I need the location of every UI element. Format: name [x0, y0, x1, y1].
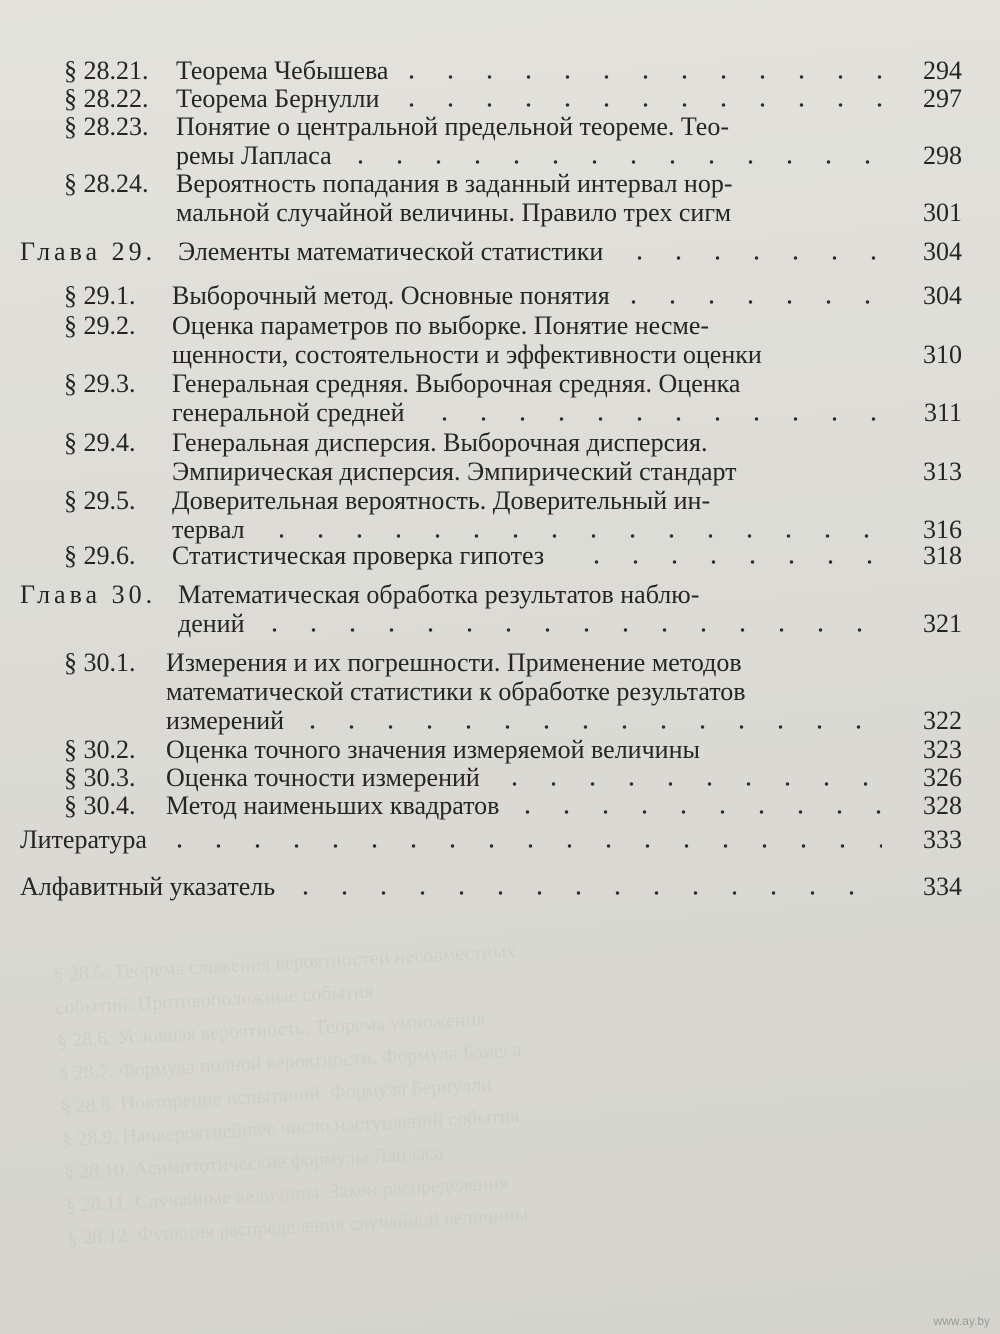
- entry-title-line: щенности, состоятельности и эффективности оценки: [172, 340, 762, 369]
- page-number: 328: [923, 791, 962, 820]
- entry-title-line: Доверительная вероятность. Доверительный ин-: [172, 486, 711, 515]
- leader-dots: [495, 782, 882, 786]
- leader-dots: [425, 417, 882, 421]
- entry-title-line: Литература: [20, 825, 147, 854]
- leader-dots: [620, 256, 882, 260]
- page-number: 311: [923, 398, 962, 427]
- entry-title-line: Понятие о центральной предельной теореме. Тео-: [176, 112, 730, 141]
- entry-title-line: Генеральная дисперсия. Выборочная дисперсия.: [172, 428, 708, 457]
- page-number: 301: [923, 198, 962, 227]
- entry-title-line: Измерения и их погрешности. Применение методов: [166, 648, 742, 677]
- section-number: § 30.1.: [64, 648, 136, 677]
- leader-dots: [392, 75, 882, 79]
- entry-title-line: ремы Лапласа: [176, 141, 332, 170]
- entry-title-line: Теорема Чебышева: [176, 56, 389, 85]
- entry-title-line: Статистическая проверка гипотез: [172, 541, 545, 570]
- entry-title-line: тервал: [172, 515, 245, 544]
- page-number: 322: [923, 706, 962, 735]
- leader-dots: [341, 160, 882, 164]
- section-number: § 28.23.: [64, 112, 149, 141]
- entry-title-line: Вероятность попадания в заданный интервал нор-: [176, 169, 733, 198]
- section-number: § 28.22.: [64, 84, 149, 113]
- entry-title-line: Элементы математической статистики: [178, 237, 604, 266]
- section-number: § 29.3.: [64, 369, 136, 398]
- section-number: § 29.6.: [64, 541, 136, 570]
- page-number: 316: [923, 515, 962, 544]
- page-number: 313: [923, 457, 962, 486]
- leader-dots: [286, 891, 882, 895]
- entry-title-line: генеральной средней: [172, 398, 405, 427]
- page-number: 298: [923, 141, 962, 170]
- entry-title-line: математической статистики к обработке результатов: [166, 677, 746, 706]
- entry-title-line: Оценка параметров по выборке. Понятие несме-: [172, 311, 710, 340]
- page-number: 323: [923, 735, 962, 764]
- section-number: § 29.2.: [64, 311, 136, 340]
- entry-title-line: Алфавитный указатель: [20, 872, 276, 901]
- entry-title-line: измерений: [166, 706, 285, 735]
- bleed-through-text: § 28.5. Теорема сложения вероятностей несовместных событий. Противоположные события § 28.6. Условная вероятность. Теорема умножения § 28.7. Формула полной вероятности. Формула Байеса § 28.8. Повторение испытаний. Формула Бернулли § 28.9. Наивероятнейшее число наступлений события § 28.10. Асимптотические формулы Лапласа § 28.11. Случайные величины. Закон распределения § 28.12. Функция распределения случайной величины: [53, 940, 529, 1250]
- page-number: 304: [923, 281, 962, 310]
- leader-dots: [293, 725, 882, 729]
- page-number: 297: [923, 84, 962, 113]
- watermark: www.ay.by: [933, 1314, 990, 1328]
- section-number: § 29.1.: [64, 281, 136, 310]
- chapter-number: Глава 29.: [20, 237, 157, 266]
- entry-title-line: Выборочный метод. Основные понятия: [172, 281, 610, 310]
- leader-dots: [392, 103, 882, 107]
- entry-title-line: Эмпирическая дисперсия. Эмпирический стандарт: [172, 457, 737, 486]
- entry-title-line: Теорема Бернулли: [176, 84, 380, 113]
- page-number: 304: [923, 237, 962, 266]
- leader-dots: [577, 560, 882, 564]
- section-number: § 28.21.: [64, 56, 149, 85]
- page-number: 294: [923, 56, 962, 85]
- page-number: 321: [923, 609, 962, 638]
- leader-dots: [160, 844, 882, 848]
- entry-title-line: дений: [178, 609, 245, 638]
- section-number: § 30.3.: [64, 763, 136, 792]
- entry-title-line: мальной случайной величины. Правило трех сигм: [176, 198, 732, 227]
- entry-title-line: Метод наименьших квадратов: [166, 791, 500, 820]
- entry-title-line: Математическая обработка результатов наблю-: [178, 580, 700, 609]
- entry-title-line: Оценка точного значения измеряемой величины: [166, 735, 700, 764]
- section-number: § 29.5.: [64, 486, 136, 515]
- page-number: 333: [923, 825, 962, 854]
- leader-dots: [614, 300, 882, 304]
- section-number: § 28.24.: [64, 169, 149, 198]
- section-number: § 30.4.: [64, 791, 136, 820]
- leader-dots: [255, 628, 882, 632]
- section-number: § 29.4.: [64, 428, 136, 457]
- leader-dots: [262, 534, 882, 538]
- entry-title-line: Генеральная средняя. Выборочная средняя. Оценка: [172, 369, 741, 398]
- page-number: 318: [923, 541, 962, 570]
- leader-dots: [508, 810, 882, 814]
- section-number: § 30.2.: [64, 735, 136, 764]
- page-number: 334: [923, 872, 962, 901]
- entry-title-line: Оценка точности измерений: [166, 763, 480, 792]
- chapter-number: Глава 30.: [20, 580, 157, 609]
- page-number: 310: [923, 340, 962, 369]
- page-number: 326: [923, 763, 962, 792]
